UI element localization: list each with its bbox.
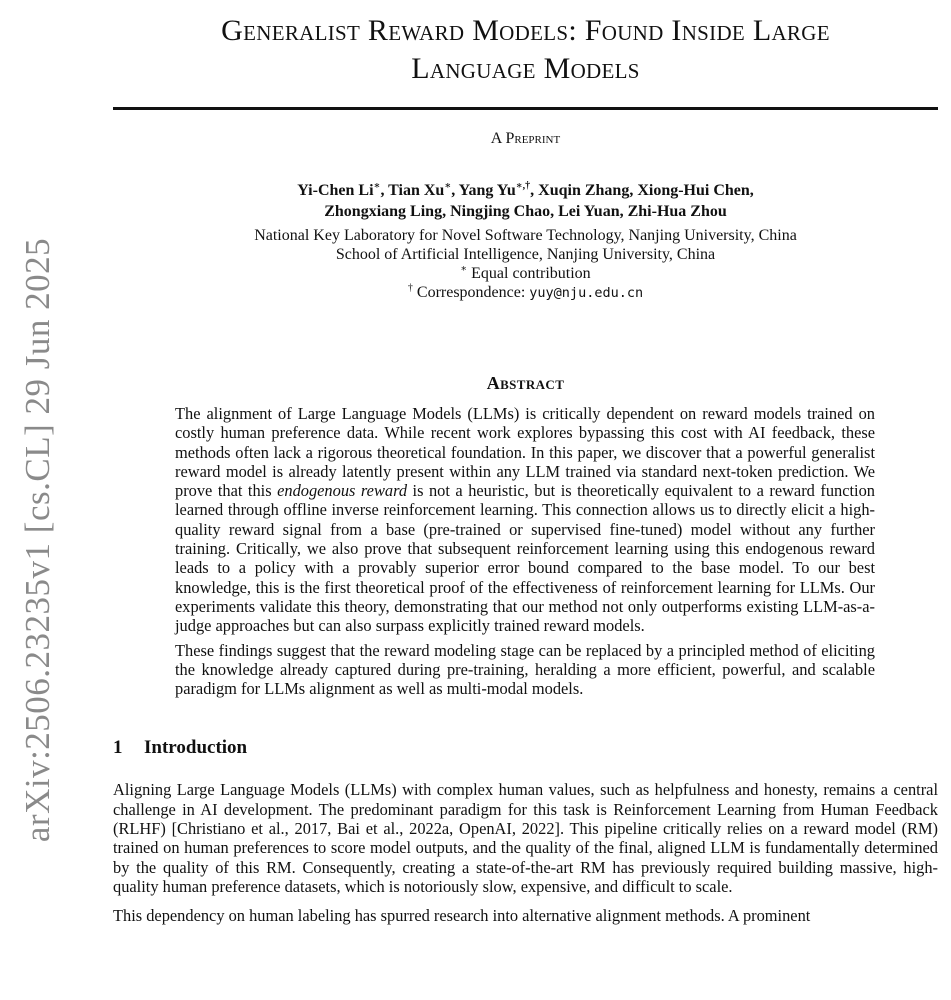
introduction-paragraph-2: This dependency on human labeling has spurred research into alternative alignment methods. A prominent: [113, 906, 811, 926]
section-title: Introduction: [144, 737, 248, 759]
corresponding-author-mark: †: [407, 282, 413, 294]
section-number: 1: [113, 737, 123, 759]
title-line-2: Language Models: [411, 52, 640, 85]
author-list: [113, 180, 938, 222]
equal-contribution-mark: ∗: [460, 263, 468, 275]
paper-title: [113, 12, 938, 88]
arxiv-id-text: arXiv:2506.23235v1 [cs.CL] 29 Jun 2025: [18, 237, 57, 843]
section-heading-introduction: [113, 737, 938, 759]
affiliation-2: School of Artificial Intelligence, Nanjing University, China: [335, 246, 716, 263]
introduction-paragraph-1: Aligning Large Language Models (LLMs) with complex human values, such as helpfulness and honesty, remains a central challenge in AI development. The predominant paradigm for this task is Reinforcement Learning from Human Feedback (RLHF) [Christiano et al., 2017, Bai et al., 2022a, OpenAI, 2022]. This pipeline critically relies on a reward model (RM) trained on human preferences to score model outputs, and the quality of the final, aligned LLM is fundamentally determined by the quality of this RM. Consequently, creating a state-of-the-art RM has previously required building massive, high-quality human preference datasets, which is notoriously slow, expensive, and difficult to scale.: [113, 780, 938, 896]
affiliations: [113, 226, 938, 303]
correspondence-email[interactable]: yuy@nju.edu.cn: [529, 285, 644, 301]
correspondence-text: Correspondence:: [412, 284, 530, 301]
affiliation-1: National Key Laboratory for Novel Software Technology, Nanjing University, China: [254, 227, 797, 244]
correspondence-note: [113, 283, 938, 303]
abstract-paragraph-2: These findings suggest that the reward modeling stage can be replaced by a principled method of eliciting the knowledge already captured during pre-training, heralding a more efficient, powerful, and scalable paradigm for LLMs alignment as well as multi-modal models.: [175, 640, 875, 699]
arxiv-identifier-stamp: [0, 0, 72, 1000]
title-line-1: Generalist Reward Models: Found Inside Large: [221, 14, 830, 47]
author-line-2: Zhongxiang Ling, Ningjing Chao, Lei Yuan, Zhi-Hua Zhou: [324, 203, 727, 220]
title-rule: [113, 107, 938, 110]
abstract-text: The alignment of Large Language Models (LLMs) is critically dependent on reward models trained on costly human preference data. While recent work explores bypassing this cost with AI feedback, these methods often lack a rigorous theoretical foundation. In this paper, we discover that a powerful generalist reward model is already latently present within any LLM trained via standard next-token prediction. We prove that this: [175, 404, 875, 501]
paper-page: [113, 0, 938, 936]
abstract-body: [175, 404, 875, 698]
author-name: Yi-Chen Li: [297, 182, 374, 199]
abstract-text: is not a heuristic, but is theoretically equivalent to a reward function learned through offline inverse reinforcement learning. This connection allows us to directly elicit a high-quality reward signal from a base (pre-trained or supervised fine-tuned) model without any further training. Critically, we also prove that subsequent reinforcement learning using this endogenous reward leads to a policy with a provably superior error bound compared to the base model. To our best knowledge, this is the first theoretical proof of the effectiveness of reinforcement learning for LLMs. Our experiments validate this theory, demonstrating that our method not only outperforms existing LLM-as-a-judge approaches but can also surpass explicitly trained reward models.: [175, 481, 875, 636]
equal-contribution-text: Equal contribution: [467, 265, 591, 282]
preprint-label: A Preprint: [490, 130, 561, 147]
abstract-heading: Abstract: [486, 373, 565, 393]
abstract-emphasis: endogenous reward: [277, 481, 408, 501]
introduction-body: [113, 780, 938, 925]
equal-contribution-mark: ∗: [444, 180, 452, 192]
abstract-paragraph-1: [175, 404, 875, 636]
equal-contribution-note: [113, 264, 938, 283]
corresponding-author-mark: ∗,†: [515, 180, 531, 192]
author-names: , Xuqin Zhang, Xiong-Hui Chen,: [530, 182, 754, 199]
author-name: , Yang Yu: [451, 182, 516, 199]
equal-contribution-mark: ∗: [373, 180, 381, 192]
author-line-1: [113, 180, 938, 201]
author-name: , Tian Xu: [380, 182, 445, 199]
